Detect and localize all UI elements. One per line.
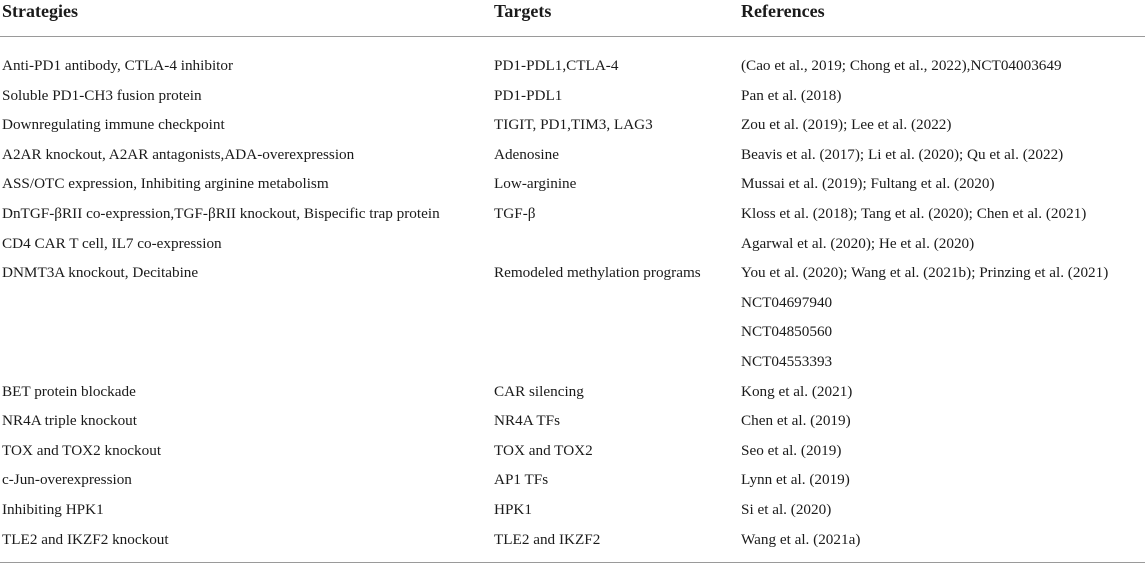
table-row [0,465,1145,495]
strategy-cell: c-Jun-overexpression [2,471,132,489]
strategy-cell: DnTGF-βRII co-expression,TGF-βRII knockout, Bispecific trap protein [2,204,440,222]
table-body [0,37,1145,554]
table-header [0,0,1145,37]
reference-cell: Pan et al. (2018) [741,86,842,104]
target-cell: TIGIT, PD1,TIM3, LAG3 [494,116,653,134]
reference-cell: NCT04553393 [741,352,833,370]
table-row [0,377,1145,407]
header-strategies: Strategies [2,1,78,21]
table-row [0,347,1145,377]
header-references: References [741,1,825,21]
strategy-cell: NR4A triple knockout [2,412,137,430]
reference-cell: Beavis et al. (2017); Li et al. (2020); Qu et al. (2022) [741,145,1064,163]
target-cell: Remodeled methylation programs [494,264,701,282]
reference-cell: Si et al. (2020) [741,500,832,518]
reference-cell: You et al. (2020); Wang et al. (2021b); Prinzing et al. (2021) [741,264,1109,282]
table-row [0,288,1145,318]
target-cell: Low-arginine [494,175,577,193]
strategy-cell: DNMT3A knockout, Decitabine [2,264,199,282]
reference-cell: Wang et al. (2021a) [741,530,861,548]
target-cell: HPK1 [494,500,532,518]
target-cell: PD1-PDL1,CTLA-4 [494,57,619,74]
target-cell: TGF-β [494,204,536,222]
table-row [0,406,1145,436]
reference-cell: Seo et al. (2019) [741,441,842,459]
strategy-cell: Soluble PD1-CH3 fusion protein [2,86,202,104]
strategy-cell: Inhibiting HPK1 [2,500,104,518]
table-row [0,525,1145,555]
target-cell: TOX and TOX2 [494,441,593,459]
strategy-cell: A2AR knockout, A2AR antagonists,ADA-overexpression [2,145,355,163]
reference-cell: Agarwal et al. (2020); He et al. (2020) [741,234,975,252]
reference-cell: (Cao et al., 2019; Chong et al., 2022),NCT04003649 [741,57,1062,74]
target-cell: NR4A TFs [494,412,560,430]
table-row [0,258,1145,288]
reference-cell: NCT04697940 [741,293,833,311]
reference-cell: Chen et al. (2019) [741,412,851,430]
table-row [0,199,1145,229]
target-cell: TLE2 and IKZF2 [494,530,601,548]
target-cell: AP1 TFs [494,471,549,489]
table-row [0,495,1145,525]
strategy-cell: Downregulating immune checkpoint [2,116,225,134]
target-cell: CAR silencing [494,382,584,400]
strategy-cell: TLE2 and IKZF2 knockout [2,530,169,548]
table-bottom-rule [0,562,1145,563]
reference-cell: NCT04850560 [741,323,833,341]
reference-cell: Zou et al. (2019); Lee et al. (2022) [741,116,952,134]
target-cell: Adenosine [494,145,559,163]
reference-cell: Kong et al. (2021) [741,382,853,400]
table-row [0,169,1145,199]
reference-cell: Kloss et al. (2018); Tang et al. (2020); Chen et al. (2021) [741,204,1087,222]
strategy-cell: ASS/OTC expression, Inhibiting arginine metabolism [2,175,329,193]
table-row [0,110,1145,140]
target-cell: PD1-PDL1 [494,86,563,104]
strategy-cell: BET protein blockade [2,382,136,400]
reference-cell: Mussai et al. (2019); Fultang et al. (2020) [741,175,995,193]
table-row [0,51,1145,81]
table-row [0,317,1145,347]
header-targets: Targets [494,1,552,21]
table-row [0,436,1145,466]
table-row [0,229,1145,259]
table-row [0,140,1145,170]
strategy-cell: CD4 CAR T cell, IL7 co-expression [2,234,222,252]
reference-cell: Lynn et al. (2019) [741,471,850,489]
strategy-cell: TOX and TOX2 knockout [2,441,162,459]
strategy-cell: Anti-PD1 antibody, CTLA-4 inhibitor [2,57,234,74]
table-row [0,81,1145,111]
